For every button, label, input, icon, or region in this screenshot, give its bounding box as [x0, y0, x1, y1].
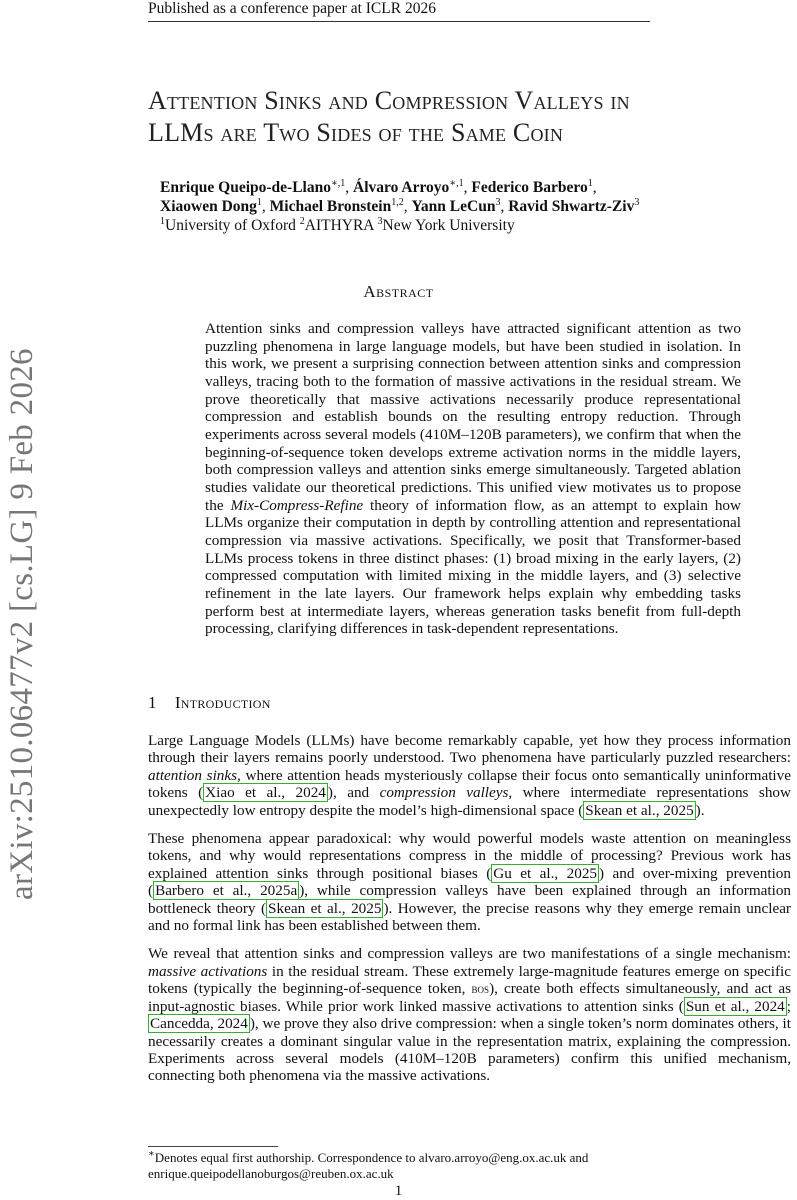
title-line-2: LLMs are Two Sides of the Same Coin	[148, 118, 564, 147]
citation-link[interactable]: Skean et al., 2025	[585, 801, 694, 819]
paper-title	[148, 85, 797, 149]
author-line-1: Enrique Queipo-de-Llano$^{∗,1}$, Álvaro Arroyo$^{∗,1}$, Federico Barbero$^1$,	[160, 177, 597, 196]
footnote	[148, 1150, 708, 1181]
affiliations	[160, 216, 760, 235]
citation-link[interactable]: Sun et al., 2024	[685, 997, 785, 1015]
citation-link[interactable]: Barbero et al., 2025a	[155, 882, 298, 900]
abstract-text	[205, 320, 741, 638]
abstract-heading: Abstract	[363, 282, 434, 301]
citation-link[interactable]: Gu et al., 2025	[493, 864, 598, 882]
author-line-2: Xiaowen Dong$^1$, Michael Bronstein$^{1,2}$, Yann LeCun$^3$, Ravid Shwartz-Ziv$^3$	[160, 196, 640, 215]
affiliation: University of Oxford	[165, 217, 296, 234]
author-name: Álvaro Arroyo	[353, 179, 450, 196]
author-sup: 1	[587, 177, 593, 189]
author-sup: 3	[495, 196, 501, 208]
abstract-span: Attention sinks and compression valleys have attracted significant attention as two puzzling phenomena in large language models, but have been studied in isolation. In this work, we present a surprising connection between attention sinks and compression valleys, tracing both to the formation of massive activations in the residual stream. We prove theoretically that massive activations necessarily produce representational compression and establish bounds on the resulting entropy reduction. Through experiments across several models (410M–120B parameters), we confirm that when the beginning-of-sequence token develops extreme activation norms in the middle layers, both compression valleys and attention sinks emerge simultaneously. Targeted ablation studies validate our theoretical predictions. This unified view motivates us to propose the	[205, 320, 741, 514]
introduction-body	[148, 732, 791, 1096]
author-sup: ∗,1	[330, 177, 346, 189]
section-heading	[148, 693, 271, 713]
author-sup: 1	[256, 196, 262, 208]
conference-header: Published as a conference paper at ICLR 2026	[148, 0, 650, 22]
author-name: Enrique Queipo-de-Llano	[160, 179, 331, 196]
footnote-mark: ∗	[148, 1148, 155, 1160]
author-name: Michael Bronstein	[269, 198, 392, 215]
paragraph: We reveal that attention sinks and compression valleys are two manifestations of a single mechanism: massive activations in the residual stream. These extremely large-magnitude features emerge on specific tokens (typically the beginning-of-sequence token, bos), create both effects simultaneously, and act as input-agnostic biases. While prior work linked massive activations to attention sinks ( Sun et al., 2024 ; Cancedda, 2024 ), we prove they also drive compression: when a single token’s norm dominates others, it necessarily creates a dominant singular value in the representation matrix, explaining the compression. Experiments across several models (410M–120B parameters) confirm this unified mechanism, connecting both phenomena via the massive activations.	[148, 945, 792, 1085]
author-name: Yann LeCun	[411, 198, 496, 215]
title-line-1: Attention Sinks and Compression Valleys in	[148, 86, 630, 115]
author-name: Xiaowen Dong	[160, 198, 257, 215]
section-title: Introduction	[174, 693, 271, 712]
affil-sup: 3	[377, 215, 383, 227]
citation-link[interactable]: Skean et al., 2025	[268, 899, 382, 917]
affil-sup: 1	[160, 215, 165, 227]
citation-link[interactable]: Cancedda, 2024	[150, 1015, 248, 1033]
author-name: Ravid Shwartz-Ziv	[508, 198, 635, 215]
affiliation: New York University	[382, 217, 515, 234]
section-number: 1	[148, 693, 157, 712]
author-sup: ∗,1	[449, 177, 464, 189]
affiliation: AITHYRA	[304, 217, 374, 234]
author-sup: 1,2	[391, 196, 404, 208]
affil-sup: 2	[299, 215, 305, 227]
abstract-emphasis: Mix-Compress-Refine	[230, 496, 364, 514]
footnote-text: Denotes equal first authorship. Correspondence to alvaro.arroyo@eng.ox.ac.uk and enrique.queipodellanoburgos@reuben.ox.ac.uk	[148, 1150, 589, 1181]
author-block	[160, 178, 760, 235]
author-name: Federico Barbero	[471, 179, 588, 196]
abstract-span: theory of information flow, as an attempt to explain how LLMs organize their computation in depth by controlling attention and representational compression via massive activations. Specifically, we posit that Transformer-based LLMs process tokens in three distinct phases: (1) broad mixing in the early layers, (2) compressed computation with limited mixing in the middle layers, and (3) selective refinement in the late layers. Our framework helps explain why embedding tasks perform best at intermediate layers, whereas generation tasks benefit from full-depth processing, clarifying differences in task-dependent representations.	[205, 496, 741, 638]
arxiv-stamp: arXiv:2510.06477v2 [cs.LG] 9 Feb 2026	[4, 348, 40, 900]
page-number: 1	[394, 1183, 403, 1199]
footnote-rule	[148, 1146, 278, 1147]
author-sup: 3	[634, 196, 640, 208]
paragraph: These phenomena appear paradoxical: why would powerful models waste attention on meaningless tokens, and why would representations compress in the middle of processing? Previous work has explained attention sinks through positional biases ( Gu et al., 2025 ) and over-mixing prevention ( Barbero et al., 2025a ), while compression valleys have been explained through an information bottleneck theory ( Skean et al., 2025 ). However, the precise reasons why they emerge remain unclear and no formal link has been established between them.	[148, 830, 792, 935]
citation-link[interactable]: Xiao et al., 2024	[205, 784, 326, 802]
paragraph: Large Language Models (LLMs) have become remarkably capable, yet how they process information through their layers remains poorly understood. Two phenomena have particularly puzzled researchers: attention sinks, where attention heads mysteriously collapse their focus onto semantically uninformative tokens ( Xiao et al., 2024 ), and compression valleys, where intermediate representations show unexpectedly low entropy despite the model’s high-dimensional space ( Skean et al., 2025 ).	[148, 732, 791, 819]
